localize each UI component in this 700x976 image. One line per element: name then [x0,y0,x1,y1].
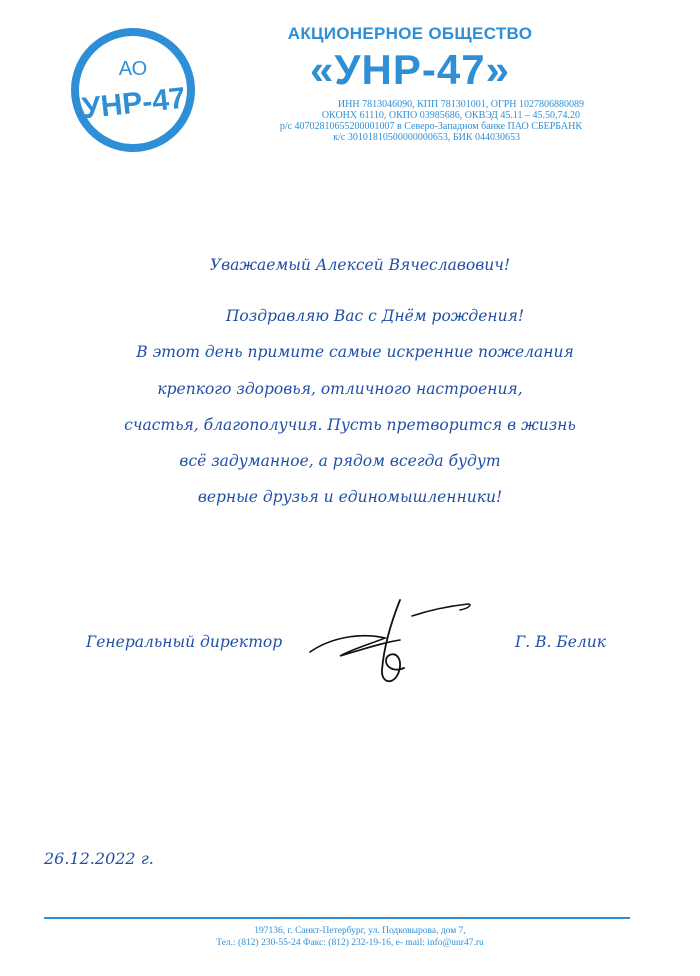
footer-divider [44,917,630,919]
requisites-block [230,99,590,143]
org-name: «УНР-47» [310,46,510,93]
handwritten-signature [300,590,500,690]
logo-text-main: УНР-47 [80,81,188,126]
letter-date: 26.12.2022 г. [44,849,154,868]
company-logo [68,25,198,155]
footer-contacts: Тел.: (812) 230-55-24 Факс: (812) 232-19-16, e- mail: info@unr47.ru [216,938,484,948]
logo-text-top: АО [118,58,148,80]
requisites-line: р/с 40702810655200001007 в Северо-Западном банке ПАО СБЕРБАНК [279,121,582,132]
greeting: Уважаемый Алексей Вячеславович! [209,256,511,274]
requisites-line: ОКОНХ 61110, ОКПО 03985686, ОКВЭД 45.11 – 45.50,74.20 [321,110,580,121]
body-line: крепкого здоровья, отличного настроения, [157,380,523,398]
signatory-name: Г. В. Белик [515,633,607,651]
logo-emblem [68,25,198,155]
org-type: АКЦИОНЕРНОЕ ОБЩЕСТВО [287,24,533,43]
body-line: В этот день примите самые искренние пожелания [136,343,574,361]
requisites-line: к/с 30101810500000000653, БИК 044030653 [333,132,520,143]
body-line: Поздравляю Вас с Днём рождения! [225,307,525,325]
body-line: счастья, благополучия. Пусть претворится в жизнь [124,416,576,434]
footer-address: 197136, г. Санкт-Петербург, ул. Подковырова, дом 7, [254,926,466,936]
signatory-title: Генеральный директор [86,633,283,651]
requisites-line: ИНН 7813046090, КПП 781301001, ОГРН 1027806880089 [337,99,584,110]
body-line: всё задуманное, а рядом всегда будут [179,452,501,470]
body-line: верные друзья и единомышленники! [197,488,503,506]
